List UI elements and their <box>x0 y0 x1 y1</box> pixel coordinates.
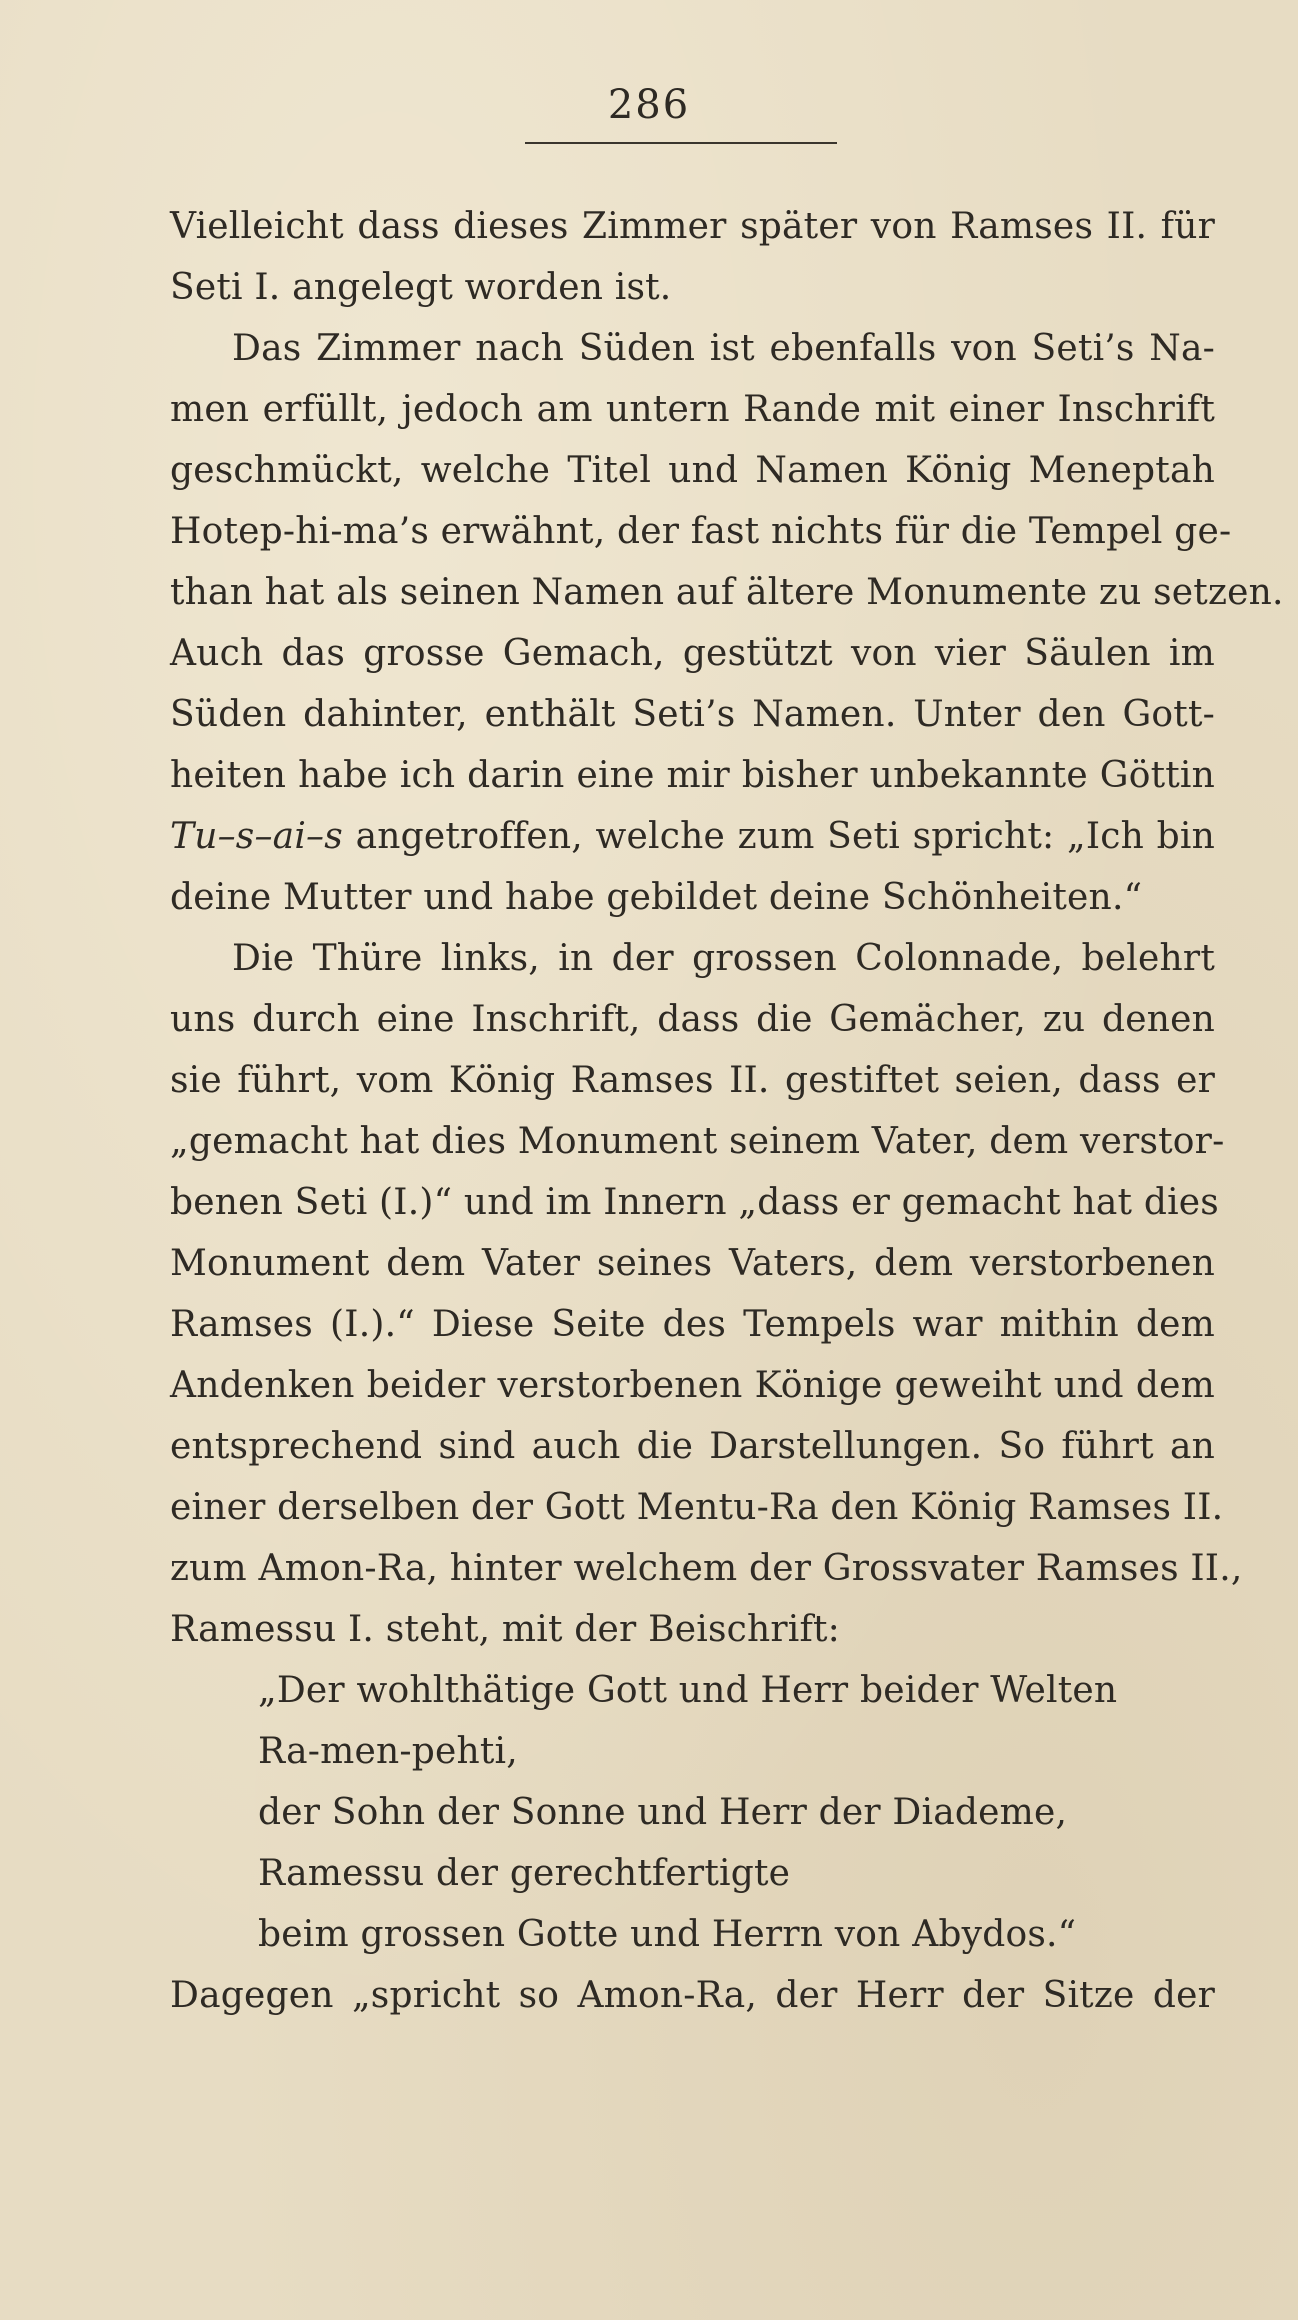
text-line <box>170 1050 1215 1111</box>
text-line <box>170 1660 1215 1721</box>
text-line <box>170 1843 1215 1904</box>
line-text: Die Thüre links, in der grossen Colonnade, belehrt <box>232 938 1215 979</box>
text-line <box>170 1965 1215 2026</box>
text-line <box>170 1782 1215 1843</box>
page-number: 286 <box>607 82 691 128</box>
text-line <box>170 1904 1215 1965</box>
line-text: beim grossen Gotte und Herrn von Abydos.“ <box>258 1914 1077 1955</box>
line-text: Ra-men-pehti, <box>258 1731 518 1772</box>
text-line <box>170 1538 1243 1599</box>
text-line <box>170 501 1232 562</box>
text-line <box>170 257 1215 318</box>
line-text: einer derselben der Gott Mentu-Ra den König Ramses II. <box>170 1487 1224 1528</box>
line-text: „Der wohlthätige Gott und Herr beider Welten <box>258 1670 1118 1711</box>
header-rule <box>525 142 837 144</box>
line-text: Ramessu I. steht, mit der Beischrift: <box>170 1609 841 1650</box>
line-text: Das Zimmer nach Süden ist ebenfalls von Seti’s Na- <box>232 328 1215 369</box>
text-line <box>170 1416 1215 1477</box>
text-line <box>170 379 1215 440</box>
text-line <box>170 440 1215 501</box>
text-line <box>170 1599 1215 1660</box>
line-text: men erfüllt, jedoch am untern Rande mit einer Inschrift <box>170 389 1215 430</box>
text-line <box>170 623 1215 684</box>
text-line <box>170 928 1215 989</box>
text-line <box>170 745 1215 806</box>
text-line <box>170 684 1215 745</box>
line-text: der Sohn der Sonne und Herr der Diademe, <box>258 1792 1068 1833</box>
line-text: „gemacht hat dies Monument seinem Vater, dem verstor- <box>170 1121 1225 1162</box>
text-line <box>170 562 1284 623</box>
line-text: entsprechend sind auch die Darstellungen. So führt an <box>170 1426 1215 1467</box>
line-text: geschmückt, welche Titel und Namen König Meneptah <box>170 450 1215 491</box>
text-line <box>170 806 1215 867</box>
text-line <box>170 196 1215 257</box>
text-line <box>170 1172 1219 1233</box>
line-text: angetroffen, welche zum Seti spricht: „Ich bin <box>355 816 1215 857</box>
line-text: Dagegen „spricht so Amon-Ra, der Herr der Sitze der <box>170 1975 1215 2016</box>
line-text: Ramses (I.).“ Diese Seite des Tempels war mithin dem <box>170 1304 1215 1345</box>
text-line <box>170 867 1215 928</box>
line-text: than hat als seinen Namen auf ältere Monumente zu setzen. <box>170 572 1284 613</box>
line-text: Monument dem Vater seines Vaters, dem verstorbenen <box>170 1243 1215 1284</box>
text-line <box>170 1294 1215 1355</box>
line-text: heiten habe ich darin eine mir bisher unbekannte Göttin <box>170 755 1215 796</box>
line-text: deine Mutter und habe gebildet deine Schönheiten.“ <box>170 877 1143 918</box>
line-text: benen Seti (I.)“ und im Innern „dass er gemacht hat dies <box>170 1182 1219 1223</box>
line-text: sie führt, vom König Ramses II. gestiftet seien, dass er <box>170 1060 1215 1101</box>
text-line <box>170 318 1215 379</box>
italic-name: Tu–s–ai–s <box>170 816 343 857</box>
text-line <box>170 989 1215 1050</box>
line-text: Andenken beider verstorbenen Könige geweiht und dem <box>170 1365 1215 1406</box>
line-text: Hotep-hi-ma’s erwähnt, der fast nichts für die Tempel ge- <box>170 511 1232 552</box>
line-text: Seti I. angelegt worden ist. <box>170 267 672 308</box>
line-text: Süden dahinter, enthält Seti’s Namen. Unter den Gott- <box>170 694 1215 735</box>
line-text: zum Amon-Ra, hinter welchem der Grossvater Ramses II., <box>170 1548 1243 1589</box>
body-text <box>170 196 1284 2026</box>
line-text: uns durch eine Inschrift, dass die Gemächer, zu denen <box>170 999 1215 1040</box>
text-line <box>170 1477 1224 1538</box>
line-text: Vielleicht dass dieses Zimmer später von Ramses II. für <box>170 206 1215 247</box>
line-text: Ramessu der gerechtfertigte <box>258 1853 791 1894</box>
line-text: Auch das grosse Gemach, gestützt von vier Säulen im <box>170 633 1215 674</box>
text-line <box>170 1233 1215 1294</box>
text-line <box>170 1355 1215 1416</box>
text-line <box>170 1111 1225 1172</box>
text-line <box>170 1721 1215 1782</box>
